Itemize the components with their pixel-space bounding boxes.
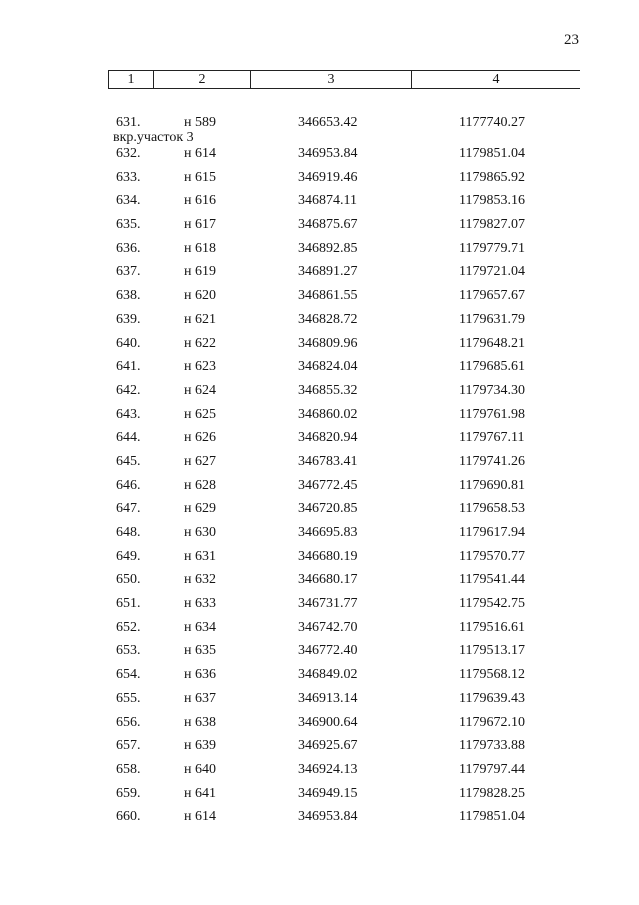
- point-id: н 616: [184, 193, 216, 209]
- row-number: 659.: [116, 785, 141, 801]
- table-row: [0, 240, 639, 264]
- coord-x: 346731.77: [298, 596, 358, 612]
- point-id: н 614: [184, 809, 216, 825]
- point-id: н 635: [184, 643, 216, 659]
- table-row: [0, 382, 639, 406]
- coord-x: 346828.72: [298, 311, 358, 327]
- table-row: [0, 311, 639, 335]
- row-number: 655.: [116, 690, 141, 706]
- point-id: н 622: [184, 335, 216, 351]
- header-col-3: 3: [251, 71, 412, 88]
- coord-y: 1179568.12: [459, 667, 525, 683]
- coord-y: 1179865.92: [459, 169, 525, 185]
- coord-y: 1179851.04: [459, 146, 525, 161]
- row-number: 642.: [116, 382, 141, 398]
- coord-y: 1179690.81: [459, 477, 525, 493]
- point-id: н 632: [184, 572, 216, 588]
- table-row: [0, 145, 639, 169]
- row-number: 651.: [116, 596, 141, 612]
- coord-y: 1179639.43: [459, 690, 525, 706]
- point-id: н 614: [184, 146, 216, 161]
- table-row: [0, 808, 639, 832]
- point-id: н 630: [184, 525, 216, 540]
- row-number: 640.: [116, 335, 141, 351]
- point-id: н 629: [184, 501, 216, 517]
- coord-y: 1179853.16: [459, 193, 525, 209]
- row-number: 649.: [116, 548, 141, 564]
- coord-x: 346742.70: [298, 619, 358, 635]
- point-id: н 621: [184, 311, 216, 327]
- table-row: [0, 453, 639, 477]
- table-header: [108, 70, 580, 89]
- table-row: [0, 169, 639, 193]
- row-number: 648.: [116, 525, 141, 540]
- row-number: 634.: [116, 193, 141, 209]
- coord-x: 346953.84: [298, 146, 358, 161]
- table-row: [0, 737, 639, 761]
- table-row: [0, 619, 639, 643]
- table-row: [0, 524, 639, 548]
- coord-x: 346720.85: [298, 501, 358, 517]
- row-number: 657.: [116, 738, 141, 754]
- coord-y: 1179779.71: [459, 240, 525, 256]
- point-id: н 638: [184, 714, 216, 730]
- row-number: 644.: [116, 430, 141, 446]
- coord-y: 1179658.53: [459, 501, 525, 517]
- point-id: н 640: [184, 761, 216, 777]
- coord-y: 1179541.44: [459, 572, 525, 588]
- row-number: 658.: [116, 761, 141, 777]
- table-row: [0, 114, 639, 145]
- coord-x: 346919.46: [298, 169, 358, 185]
- coord-y: 1179851.04: [459, 809, 525, 825]
- coord-x: 346809.96: [298, 335, 358, 351]
- coord-y: 1179570.77: [459, 548, 525, 564]
- coord-y: 1179657.67: [459, 288, 525, 304]
- table-row: [0, 287, 639, 311]
- row-number: 638.: [116, 288, 141, 304]
- coord-x: 346891.27: [298, 264, 358, 280]
- coord-x: 346772.40: [298, 643, 358, 659]
- row-number: 652.: [116, 619, 141, 635]
- point-id: н 634: [184, 619, 216, 635]
- row-number: 646.: [116, 477, 141, 493]
- point-id: н 636: [184, 667, 216, 683]
- row-number: 633.: [116, 169, 141, 185]
- coord-y: 1179734.30: [459, 382, 525, 398]
- point-id: н 617: [184, 217, 216, 233]
- point-id: н 625: [184, 406, 216, 422]
- coord-x: 346824.04: [298, 359, 358, 375]
- table-row: [0, 690, 639, 714]
- section-note: вкр.участок 3: [113, 130, 194, 145]
- table-row: [0, 358, 639, 382]
- row-number: 654.: [116, 667, 141, 683]
- coord-x: 346949.15: [298, 785, 358, 801]
- coord-x: 346860.02: [298, 406, 358, 422]
- row-number: 636.: [116, 240, 141, 256]
- table-row: [0, 263, 639, 287]
- point-id: н 637: [184, 690, 216, 706]
- coord-y: 1177740.27: [459, 115, 525, 130]
- row-number: 650.: [116, 572, 141, 588]
- coord-y: 1179513.17: [459, 643, 525, 659]
- table-row: [0, 571, 639, 595]
- row-number: 632.: [116, 146, 141, 161]
- point-id: н 627: [184, 453, 216, 469]
- header-col-4: 4: [492, 72, 500, 87]
- point-id: н 631: [184, 548, 216, 564]
- coord-x: 346861.55: [298, 288, 358, 304]
- table-row: [0, 216, 639, 240]
- coord-x: 346875.67: [298, 217, 358, 233]
- coord-x: 346680.19: [298, 548, 358, 564]
- coord-y: 1179516.61: [459, 619, 525, 635]
- table-row: [0, 429, 639, 453]
- table-row: [0, 642, 639, 666]
- coord-x: 346680.17: [298, 572, 358, 588]
- coord-x: 346695.83: [298, 525, 358, 540]
- coord-x: 346849.02: [298, 667, 358, 683]
- table-row: [0, 548, 639, 572]
- coord-x: 346900.64: [298, 714, 358, 730]
- coord-y: 1179797.44: [459, 761, 525, 777]
- point-id: н 620: [184, 288, 216, 304]
- table-row: [0, 500, 639, 524]
- table-row: [0, 595, 639, 619]
- coord-y: 1179761.98: [459, 406, 525, 422]
- point-id: н 619: [184, 264, 216, 280]
- coord-x: 346874.11: [298, 193, 357, 209]
- coord-y: 1179767.11: [459, 430, 525, 446]
- point-id: н 628: [184, 477, 216, 493]
- coord-y: 1179542.75: [459, 596, 525, 612]
- coord-x: 346892.85: [298, 240, 358, 256]
- header-col-1: 1: [108, 71, 154, 88]
- point-id: н 618: [184, 240, 216, 256]
- table-row: [0, 477, 639, 501]
- table-row: [0, 785, 639, 809]
- coord-y: 1179672.10: [459, 714, 525, 730]
- coord-y: 1179685.61: [459, 359, 525, 375]
- coord-y: 1179648.21: [459, 335, 525, 351]
- coord-y: 1179733.88: [459, 738, 525, 754]
- row-number: 635.: [116, 217, 141, 233]
- row-number: 645.: [116, 453, 141, 469]
- coord-x: 346653.42: [298, 115, 358, 130]
- point-id: н 623: [184, 359, 216, 375]
- table-row: [0, 406, 639, 430]
- coordinates-table-body: [0, 114, 639, 832]
- coord-x: 346855.32: [298, 382, 358, 398]
- point-id: н 626: [184, 430, 216, 446]
- table-row: [0, 761, 639, 785]
- coord-y: 1179741.26: [459, 453, 525, 469]
- row-number: 641.: [116, 359, 141, 375]
- row-number: 653.: [116, 643, 141, 659]
- coord-x: 346772.45: [298, 477, 358, 493]
- table-row: [0, 714, 639, 738]
- row-number: 647.: [116, 501, 141, 517]
- point-id: н 589: [184, 115, 216, 130]
- row-number: 639.: [116, 311, 141, 327]
- header-col-2: 2: [154, 71, 251, 88]
- table-row: [0, 666, 639, 690]
- point-id: н 641: [184, 785, 216, 801]
- coord-y: 1179617.94: [459, 525, 525, 540]
- point-id: н 615: [184, 169, 216, 185]
- coord-x: 346953.84: [298, 809, 358, 825]
- page-number: 23: [564, 32, 579, 48]
- coord-y: 1179827.07: [459, 217, 525, 233]
- coord-x: 346783.41: [298, 453, 358, 469]
- coord-x: 346925.67: [298, 738, 358, 754]
- coord-y: 1179631.79: [459, 311, 525, 327]
- row-number: 660.: [116, 809, 141, 825]
- coord-y: 1179721.04: [459, 264, 525, 280]
- row-number: 631.: [116, 115, 141, 130]
- table-row: [0, 335, 639, 359]
- coord-x: 346924.13: [298, 761, 358, 777]
- coord-x: 346820.94: [298, 430, 358, 446]
- coord-x: 346913.14: [298, 690, 358, 706]
- point-id: н 624: [184, 382, 216, 398]
- row-number: 637.: [116, 264, 141, 280]
- point-id: н 639: [184, 738, 216, 754]
- row-number: 656.: [116, 714, 141, 730]
- row-number: 643.: [116, 406, 141, 422]
- table-row: [0, 192, 639, 216]
- point-id: н 633: [184, 596, 216, 612]
- coord-y: 1179828.25: [459, 785, 525, 801]
